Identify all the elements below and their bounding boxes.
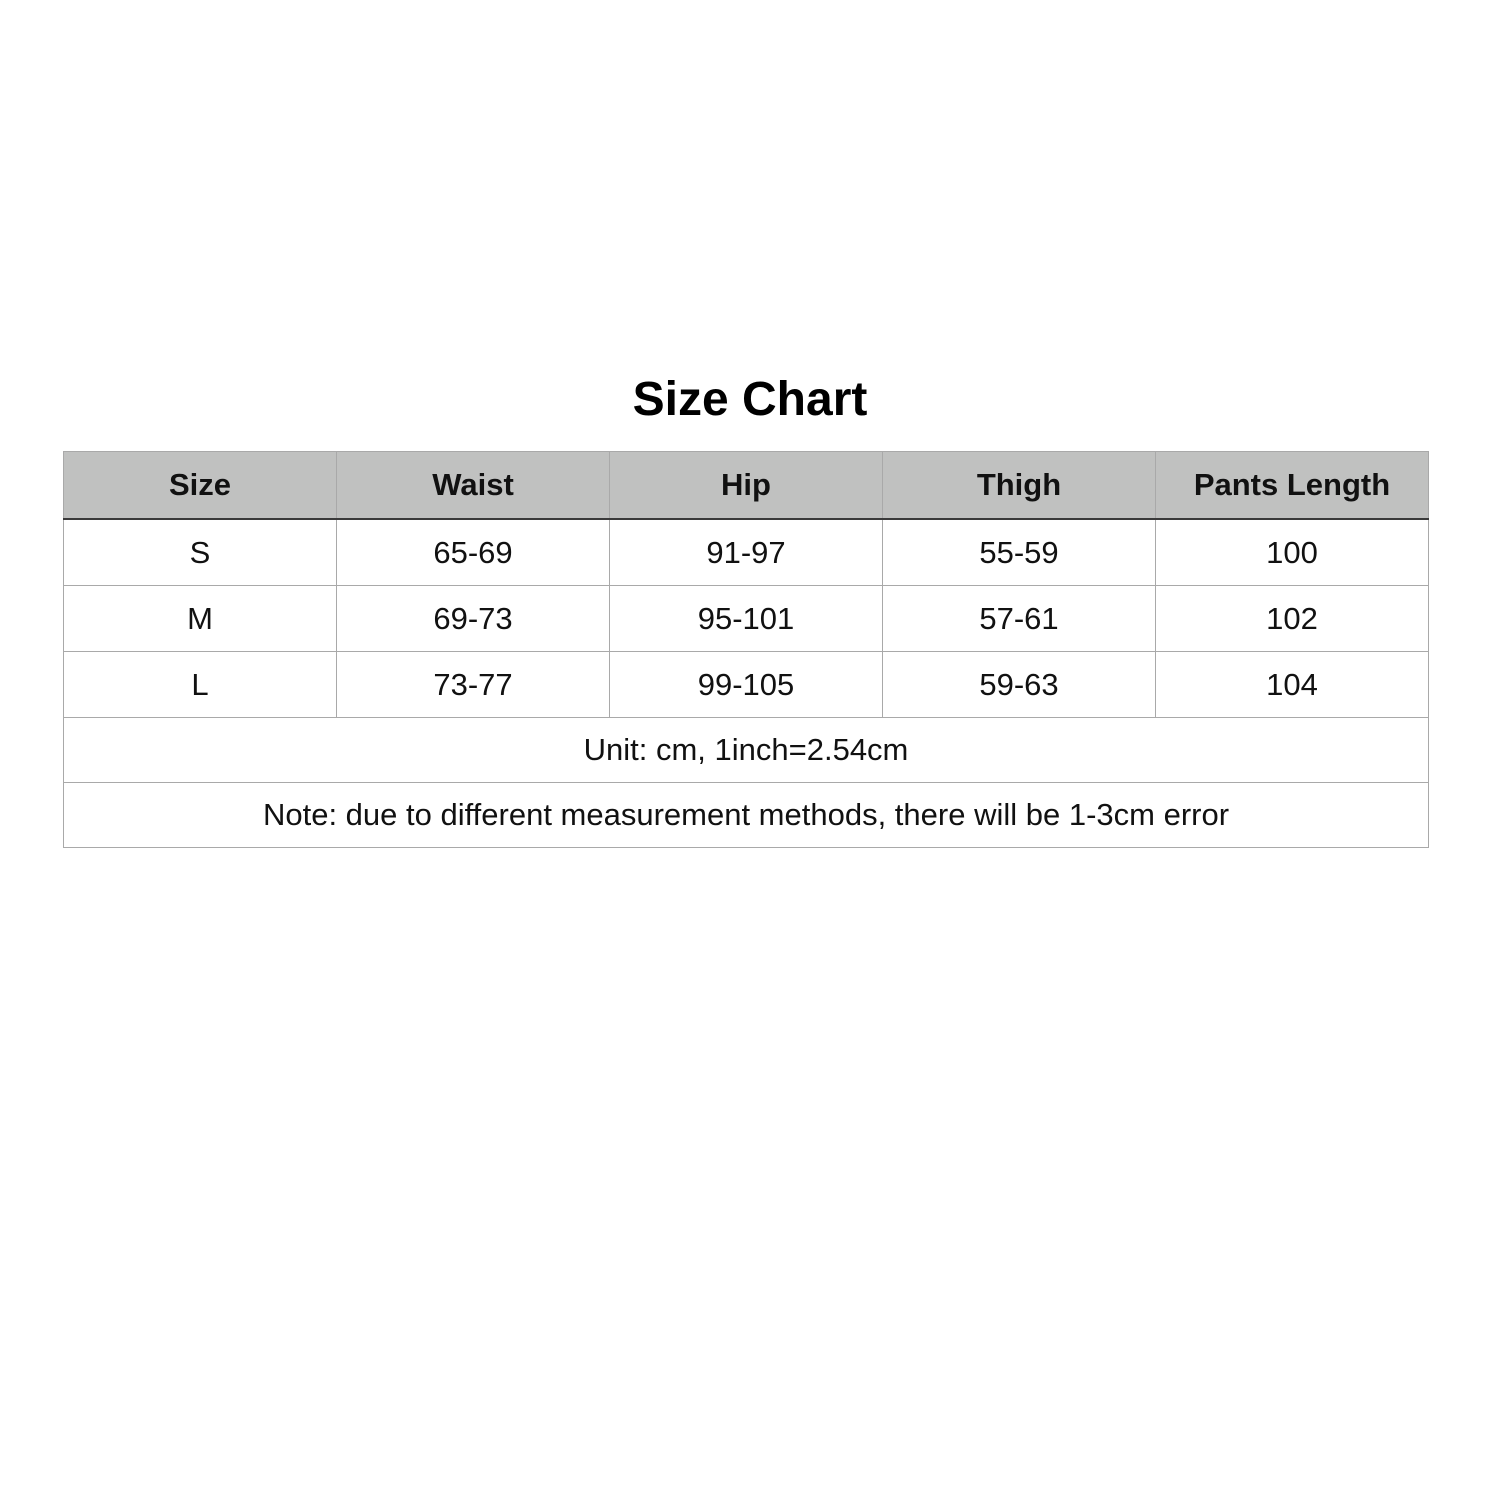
column-header-waist: Waist bbox=[337, 452, 610, 520]
table-cell-size: L bbox=[64, 652, 337, 718]
table-cell-thigh: 59-63 bbox=[883, 652, 1156, 718]
error-note-row bbox=[64, 783, 1429, 848]
table-cell-pants-length: 102 bbox=[1156, 586, 1429, 652]
table-cell-thigh: 55-59 bbox=[883, 519, 1156, 586]
table-cell-hip: 91-97 bbox=[610, 519, 883, 586]
unit-note: Unit: cm, 1inch=2.54cm bbox=[64, 718, 1429, 783]
table-cell-hip: 95-101 bbox=[610, 586, 883, 652]
measurement-error-note: Note: due to different measurement methods, there will be 1-3cm error bbox=[64, 783, 1429, 848]
size-chart-table bbox=[63, 451, 1429, 848]
table-row bbox=[64, 652, 1429, 718]
table-row bbox=[64, 586, 1429, 652]
table-row bbox=[64, 519, 1429, 586]
unit-note-row bbox=[64, 718, 1429, 783]
chart-title: Size Chart bbox=[632, 373, 868, 426]
table-cell-pants-length: 100 bbox=[1156, 519, 1429, 586]
table-cell-thigh: 57-61 bbox=[883, 586, 1156, 652]
column-header-hip: Hip bbox=[610, 452, 883, 520]
column-header-pants-length: Pants Length bbox=[1156, 452, 1429, 520]
column-header-size: Size bbox=[64, 452, 337, 520]
table-cell-waist: 73-77 bbox=[337, 652, 610, 718]
table-cell-size: M bbox=[64, 586, 337, 652]
table-cell-waist: 69-73 bbox=[337, 586, 610, 652]
column-header-thigh: Thigh bbox=[883, 452, 1156, 520]
table-cell-size: S bbox=[64, 519, 337, 586]
table-cell-pants-length: 104 bbox=[1156, 652, 1429, 718]
table-header-row bbox=[64, 452, 1429, 520]
table-cell-hip: 99-105 bbox=[610, 652, 883, 718]
table-cell-waist: 65-69 bbox=[337, 519, 610, 586]
